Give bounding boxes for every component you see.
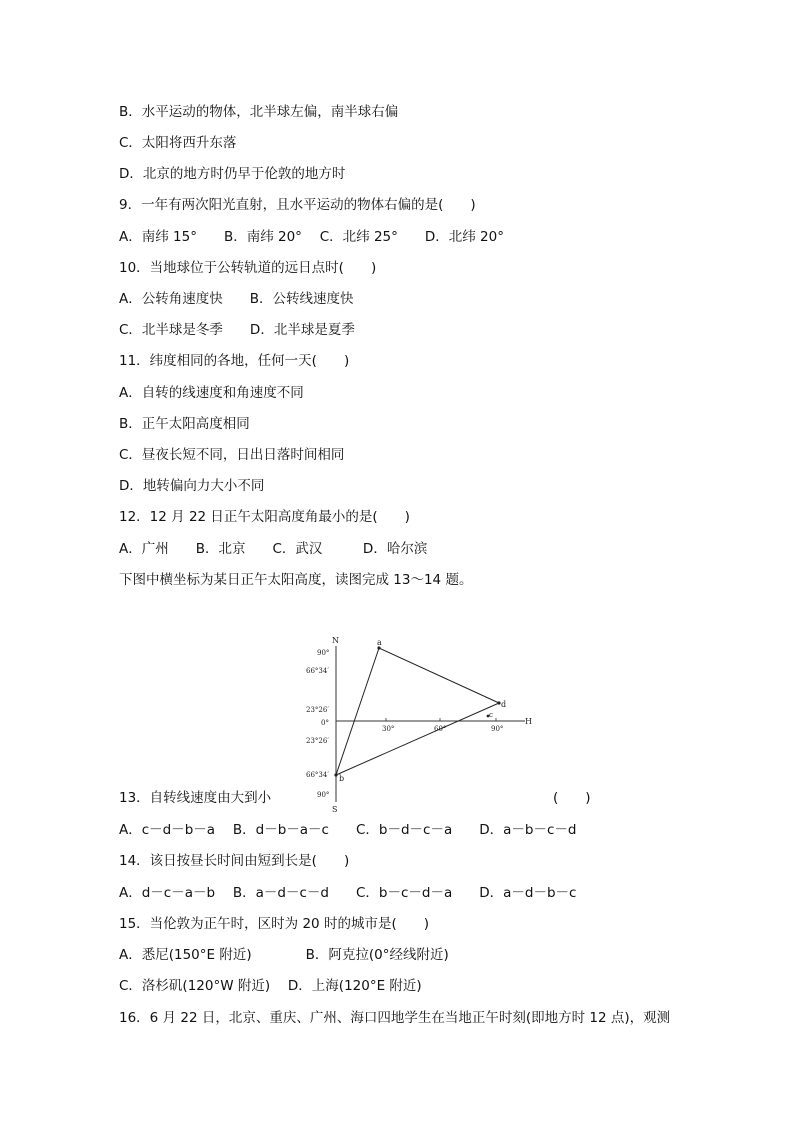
figure-intro: 下图中横坐标为某日正午太阳高度，读图完成 13～14 题。 xyxy=(119,572,473,588)
q8-option-b: B．水平运动的物体，北半球左偏，南半球右偏 xyxy=(119,104,399,120)
line-b-d xyxy=(336,703,499,775)
q11-stem: 11．纬度相同的各地，任何一天( ) xyxy=(119,353,350,369)
q8-option-d: D．北京的地方时仍早于伦敦的地方时 xyxy=(119,166,346,182)
q12-options: A．广州 B．北京 C．武汉 D．哈尔滨 xyxy=(119,541,428,557)
q13-answer-paren: ( ) xyxy=(553,790,591,806)
x-label-90: 90° xyxy=(491,725,504,733)
q11-option-d: D．地转偏向力大小不同 xyxy=(119,478,265,494)
axis-label-s: S xyxy=(332,805,338,813)
point-label-b: b xyxy=(339,774,345,783)
y-label-0: 0° xyxy=(321,719,329,727)
q11-option-c: C．昼夜长短不同，日出日落时间相同 xyxy=(119,447,345,463)
x-label-60: 60° xyxy=(434,725,447,733)
q11-option-a: A．自转的线速度和角速度不同 xyxy=(119,385,304,401)
q16-stem: 16．6 月 22 日，北京、重庆、广州、海口四地学生在当地正午时刻(即地方时 12 点)，观测 xyxy=(119,1010,671,1026)
q15-options-cd: C．洛杉矶(120°W 附近) D．上海(120°E 附近) xyxy=(119,978,422,994)
point-label-d: d xyxy=(501,700,507,709)
y-label-2326n: 23°26′ xyxy=(306,706,329,714)
q10-stem: 10．当地球位于公转轨道的远日点时( ) xyxy=(119,260,377,276)
x-label-30: 30° xyxy=(382,725,395,733)
q15-options-ab: A．悉尼(150°E 附近) B．阿克拉(0°经线附近) xyxy=(119,947,449,963)
figure-svg xyxy=(300,628,550,813)
axis-label-n: N xyxy=(332,636,339,645)
q13-options: A．c－d－b－a B．d－b－a－c C．b－d－c－a D．a－b－c－d xyxy=(119,822,577,838)
q9-options: A．南纬 15° B．南纬 20° C．北纬 25° D．北纬 20° xyxy=(119,229,504,245)
q14-options: A．d－c－a－b B．a－d－c－d C．b－c－d－a D．a－d－b－c xyxy=(119,885,577,901)
line-a-d xyxy=(379,648,499,703)
point-label-c: c xyxy=(489,711,493,719)
point-b xyxy=(334,773,337,776)
y-label-90s: 90° xyxy=(317,791,330,799)
y-label-2326s: 23°26′ xyxy=(306,737,329,745)
q11-option-b: B．正午太阳高度相同 xyxy=(119,416,250,432)
q8-option-c: C．太阳将西升东落 xyxy=(119,135,237,151)
q14-stem: 14．该日按昼长时间由短到长是( ) xyxy=(119,853,350,869)
q10-options-ab: A．公转角速度快 B．公转线速度快 xyxy=(119,291,354,307)
point-label-a: a xyxy=(377,638,382,647)
q13-stem: 13．自转线速度由大到小 xyxy=(119,790,272,806)
y-label-90n: 90° xyxy=(317,649,330,657)
axis-label-h: H xyxy=(525,717,532,726)
q15-stem: 15．当伦敦为正午时，区时为 20 时的城市是( ) xyxy=(119,916,429,932)
q12-stem: 12．12 月 22 日正午太阳高度角最小的是( ) xyxy=(119,509,410,525)
y-label-6634n: 66°34′ xyxy=(306,667,329,675)
q9-stem: 9．一年有两次阳光直射，且水平运动的物体右偏的是( ) xyxy=(119,197,476,213)
q10-options-cd: C．北半球是冬季 D．北半球是夏季 xyxy=(119,322,355,338)
sun-altitude-figure xyxy=(300,628,550,813)
line-a-b xyxy=(336,648,379,775)
y-label-6634s: 66°34′ xyxy=(306,771,329,779)
